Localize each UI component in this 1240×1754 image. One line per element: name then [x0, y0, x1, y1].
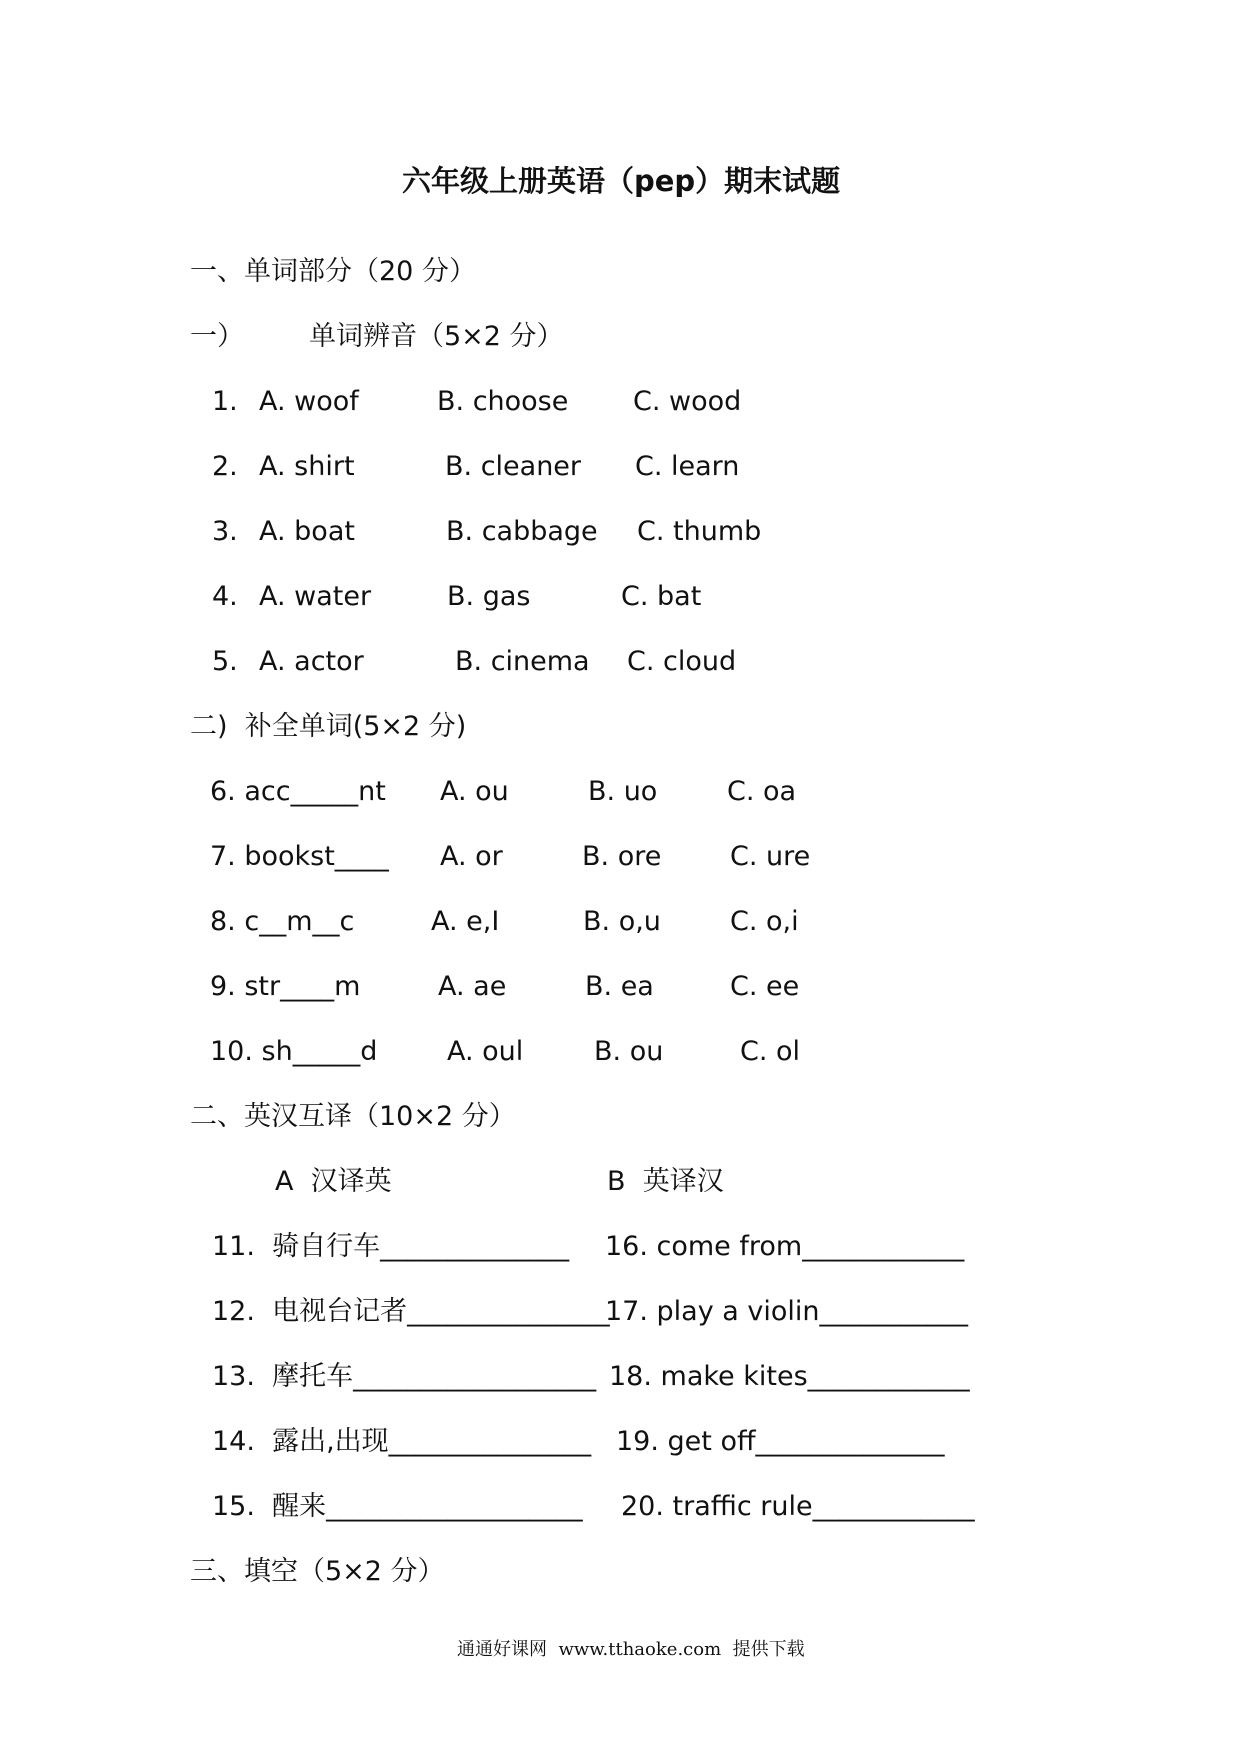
option-a: A. boat [259, 516, 355, 547]
option-b: B. cinema [455, 646, 590, 677]
option-b: B. uo [588, 776, 658, 807]
option-b: B. cleaner [445, 451, 582, 482]
subheading-a: A 汉译英 [275, 1166, 392, 1197]
option-c: C. oa [727, 776, 797, 807]
word-blank: 7. bookst____ [210, 841, 389, 872]
item-number: 2. [212, 451, 238, 482]
item-number: 4. [212, 581, 238, 612]
option-b: B. cabbage [446, 516, 598, 547]
option-b: B. ou [594, 1036, 664, 1067]
right-item: 18. make kites____________ [609, 1361, 970, 1392]
word-blank: 6. acc_____nt [210, 776, 386, 807]
option-c: C. cloud [627, 646, 737, 677]
option-a: A. ae [438, 971, 507, 1002]
option-a: A. shirt [259, 451, 355, 482]
right-item: 16. come from____________ [605, 1231, 965, 1262]
option-c: C. ure [730, 841, 811, 872]
option-a: A. oul [447, 1036, 524, 1067]
option-a: A. e,I [431, 906, 500, 937]
item-number: 3. [212, 516, 238, 547]
option-c: C. ee [730, 971, 800, 1002]
right-item: 20. traffic rule____________ [621, 1491, 975, 1522]
left-item: 15. 醒来___________________ [212, 1491, 583, 1522]
page-title: 六年级上册英语（pep）期末试题 [402, 164, 841, 198]
section3-heading: 三、填空（5×2 分） [190, 1556, 445, 1587]
option-c: C. bat [621, 581, 702, 612]
option-c: C. thumb [637, 516, 762, 547]
item-number: 1. [212, 386, 238, 417]
option-c: C. o,i [730, 906, 799, 937]
option-c: C. ol [740, 1036, 801, 1067]
left-item: 13. 摩托车__________________ [212, 1361, 597, 1392]
part2-heading: 二) 补全单词(5×2 分) [190, 711, 467, 742]
word-blank: 10. sh_____d [210, 1036, 378, 1067]
word-blank: 9. str____m [210, 971, 361, 1002]
page-footer: 通通好课网 www.tthaoke.com 提供下载 [457, 1639, 805, 1660]
part1-label: 一） [190, 321, 244, 352]
option-c: C. wood [633, 386, 742, 417]
section2-heading: 二、英汉互译（10×2 分） [190, 1101, 516, 1132]
option-a: A. actor [259, 646, 364, 677]
right-item: 19. get off______________ [616, 1426, 945, 1457]
word-blank: 8. c__m__c [210, 906, 355, 937]
option-b: B. gas [447, 581, 531, 612]
left-item: 11. 骑自行车______________ [212, 1231, 570, 1262]
option-a: A. or [440, 841, 503, 872]
option-b: B. ore [582, 841, 662, 872]
option-b: B. ea [585, 971, 654, 1002]
option-b: B. o,u [583, 906, 661, 937]
section1-heading: 一、单词部分（20 分） [190, 256, 476, 287]
option-c: C. learn [635, 451, 740, 482]
part1-heading: 单词辨音（5×2 分） [309, 321, 564, 352]
option-a: A. ou [440, 776, 509, 807]
left-item: 14. 露出,出现_______________ [212, 1426, 592, 1457]
right-item: 17. play a violin___________ [605, 1296, 969, 1327]
left-item: 12. 电视台记者_______________ [212, 1296, 610, 1327]
option-a: A. woof [259, 386, 359, 417]
option-b: B. choose [437, 386, 569, 417]
subheading-b: B 英译汉 [607, 1166, 724, 1197]
option-a: A. water [259, 581, 372, 612]
item-number: 5. [212, 646, 238, 677]
